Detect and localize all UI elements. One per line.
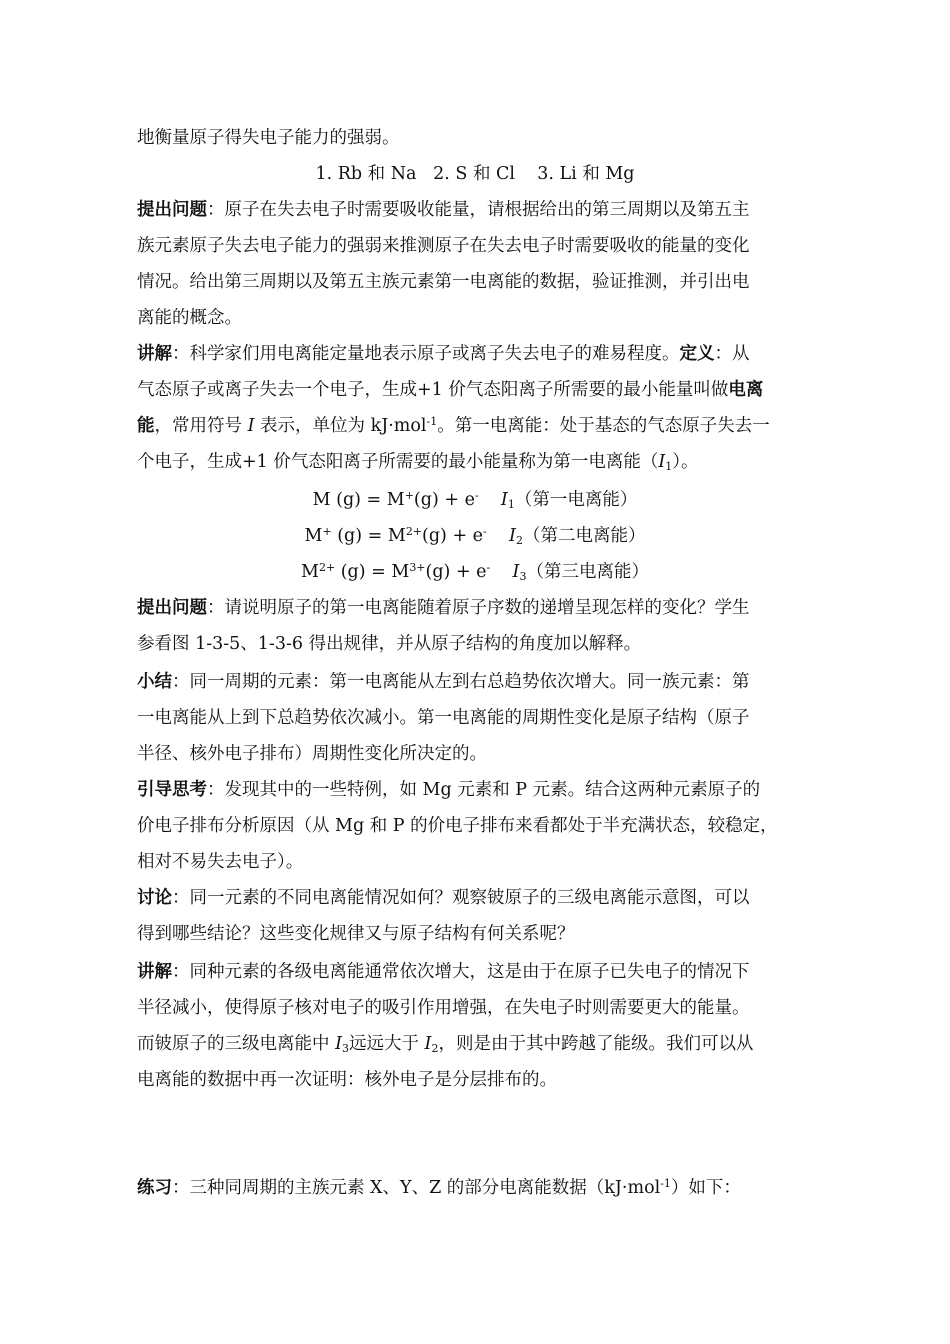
- section-label: 练习: [137, 1178, 172, 1198]
- text-line: 能，常用符号 I 表示，单位为 kJ·mol$^{-1}$。第一电离能：处于基态的气态原子失去一: [137, 415, 770, 436]
- text-line: 情况。给出第三周期以及第五主族元素第一电离能的数据，验证推测，并引出电: [137, 272, 750, 292]
- paragraph-summary: 小结：同一周期的元素：第一电离能从左到右总趋势依次增大。同一族元素：第: [137, 672, 750, 692]
- paragraph-explanation-2: 讲解：同种元素的各级电离能通常依次增大，这是由于在原子已失电子的情况下: [137, 962, 750, 982]
- paragraph-explanation-1: 讲解：科学家们用电离能定量地表示原子或离子失去电子的难易程度。定义：从: [137, 344, 750, 364]
- text-line: 价电子排布分析原因（从 Mg 和 P 的价电子排布来看都处于半充满状态，较稳定，: [137, 816, 778, 836]
- text-line: 族元素原子失去电子能力的强弱来推测原子在失去电子时需要吸收的能量的变化: [137, 236, 750, 256]
- text-line: 半径减小，使得原子核对电子的吸引作用增强，在失电子时则需要更大的能量。: [137, 998, 750, 1018]
- section-label: 讨论: [137, 888, 172, 908]
- paragraph-question-1: 提出问题：原子在失去电子时需要吸收能量，请根据给出的第三周期以及第五主: [137, 200, 750, 220]
- text-line: 离能的概念。: [137, 308, 242, 328]
- term-ionization-energy: 电离: [728, 380, 764, 400]
- text-line: 参看图 1-3-5、1-3-6 得出规律，并从原子结构的角度加以解释。: [137, 634, 642, 654]
- text-line: 电离能的数据中再一次证明：核外电子是分层排布的。: [137, 1070, 557, 1090]
- paragraph-exercise: 练习：三种同周期的主族元素 X、Y、Z 的部分电离能数据（kJ·mol$^{-1}$）如下：: [137, 1177, 741, 1198]
- text-line: 半径、核外电子排布）周期性变化所决定的。: [137, 744, 487, 764]
- text-line: 个电子，生成+1 价气态阳离子所需要的最小能量称为第一电离能$(I_1)$。: [137, 452, 699, 473]
- section-label: 提出问题: [137, 598, 207, 618]
- paragraph-discussion: 讨论：同一元素的不同电离能情况如何？观察铍原子的三级电离能示意图，可以: [137, 888, 750, 908]
- example-pairs: 1. Rb 和 Na 2. S 和 Cl 3. Li 和 Mg: [315, 164, 635, 184]
- paragraph-question-2: 提出问题：请说明原子的第一电离能随着原子序数的递增呈现怎样的变化？学生: [137, 598, 750, 618]
- text-line: 气态原子或离子失去一个电子，生成+1 价气态阳离子所需要的最小能量叫做电离: [137, 380, 764, 400]
- text-line: 而铍原子的三级电离能中 $I_3$远远大于 $I_2$，则是由于其中跨越了能级。我们可以从: [137, 1034, 754, 1055]
- section-label: 引导思考: [137, 780, 207, 800]
- section-label: 讲解: [137, 962, 172, 982]
- text-line: 相对不易失去电子）。: [137, 852, 304, 872]
- section-label: 提出问题: [137, 200, 207, 220]
- section-label: 小结: [137, 672, 172, 692]
- equation-3: $M^{2+}$ $(g) = M^{3+}(g) + e^-$ $I_3$（第三电离能）: [301, 561, 649, 583]
- definition-label: 定义: [679, 344, 715, 364]
- text-line: 一电离能从上到下总趋势依次减小。第一电离能的周期性变化是原子结构（原子: [137, 708, 750, 728]
- text-line: 得到哪些结论？这些变化规律又与原子结构有何关系呢？: [137, 924, 575, 944]
- equation-1: M (g) = M+(g) + e- $I_1$（第一电离能）: [312, 489, 638, 511]
- equation-2: M+ $(g) = M^{2+}(g) + e^-$ $I_2$（第二电离能）: [304, 525, 646, 547]
- paragraph-guided-thinking: 引导思考：发现其中的一些特例，如 Mg 元素和 P 元素。结合这两种元素原子的: [137, 780, 761, 800]
- section-label: 讲解: [137, 344, 172, 364]
- text-line: 地衡量原子得失电子能力的强弱。: [137, 128, 400, 148]
